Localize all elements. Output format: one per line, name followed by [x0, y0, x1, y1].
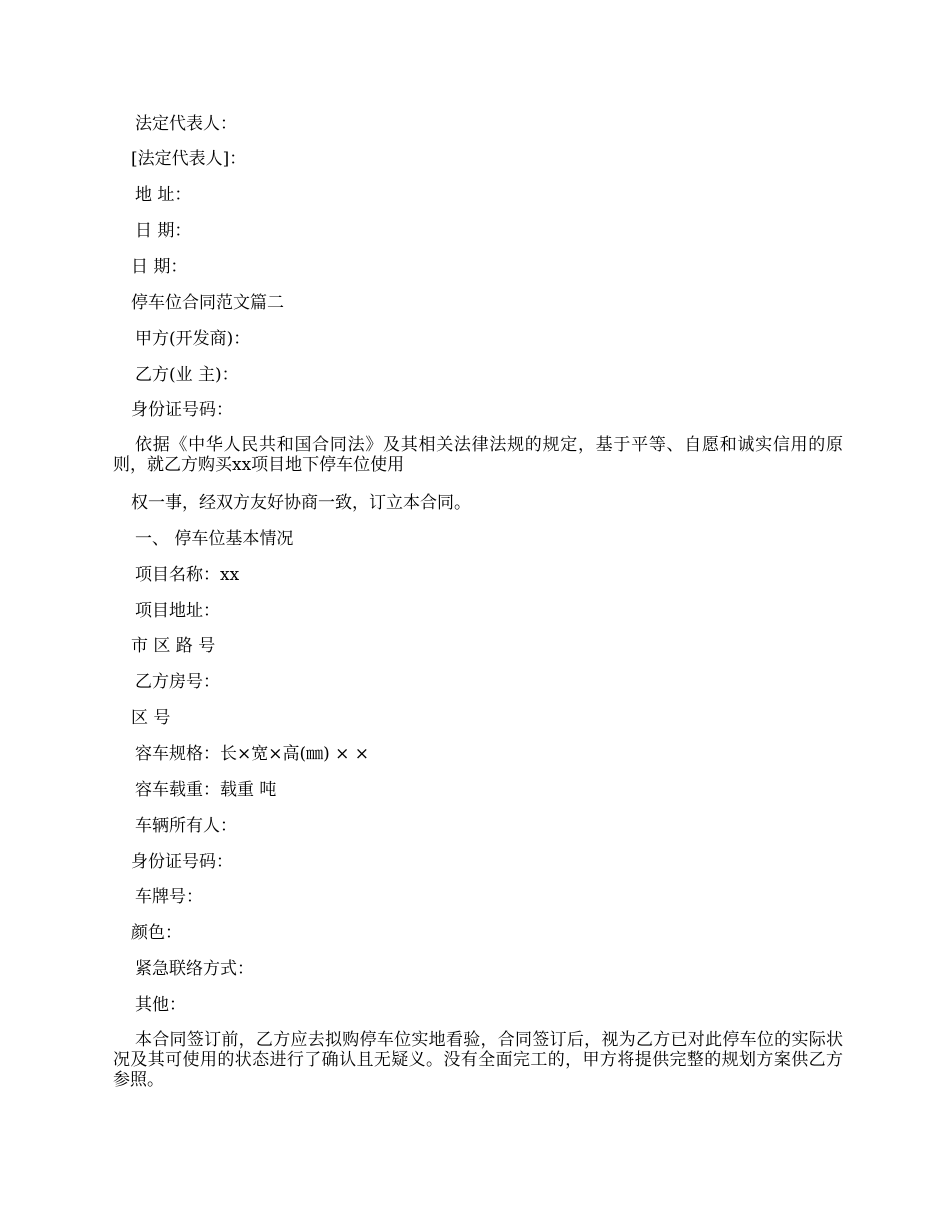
vehicle-owner-label: 车辆所有人： — [135, 816, 237, 836]
id-number-label-2: 身份证号码： — [131, 852, 233, 872]
section-title: 停车位合同范文篇二 — [131, 293, 284, 313]
vehicle-spec-label: 容车规格：长×宽×高(㎜) × × — [135, 744, 370, 764]
inspection-paragraph: 本合同签订前，乙方应去拟购停车位实地看验，合同签订后，视为乙方已对此停车位的实际状况及其可使用的状态进行了确认且无疑义。没有全面完工的，甲方将提供完整的规划方案供乙方参照。 — [113, 1030, 843, 1090]
vehicle-load-label: 容车载重：载重 吨 — [135, 780, 277, 800]
project-name-label: 项目名称：xx — [135, 565, 240, 585]
legal-representative-label: 法定代表人： — [135, 114, 237, 134]
date-label-1: 日 期： — [135, 221, 192, 241]
other-label: 其他： — [135, 995, 186, 1015]
emergency-contact-label: 紧急联络方式： — [135, 959, 254, 979]
zone-number-line: 区 号 — [131, 708, 171, 728]
date-label-2: 日 期： — [131, 257, 188, 277]
color-label: 颜色： — [131, 923, 182, 943]
basis-paragraph-continuation: 权一事，经双方友好协商一致，订立本合同。 — [131, 493, 471, 513]
city-district-road-line: 市 区 路 号 — [131, 636, 216, 656]
license-plate-label: 车牌号： — [135, 887, 203, 907]
basis-paragraph: 依据《中华人民共和国合同法》及其相关法律法规的规定，基于平等、自愿和诚实信用的原则，就乙方购买xx项目地下停车位使用 — [113, 435, 843, 475]
section-1-heading: 一、 停车位基本情况 — [135, 529, 294, 549]
legal-representative-placeholder: [法定代表人]： — [131, 149, 247, 169]
project-address-label: 项目地址： — [135, 601, 220, 621]
party-b-label: 乙方(业 主)： — [135, 365, 239, 385]
party-a-label: 甲方(开发商)： — [135, 329, 251, 349]
party-b-room-label: 乙方房号： — [135, 672, 220, 692]
address-label: 地 址： — [135, 185, 192, 205]
id-number-label-1: 身份证号码： — [131, 400, 233, 420]
